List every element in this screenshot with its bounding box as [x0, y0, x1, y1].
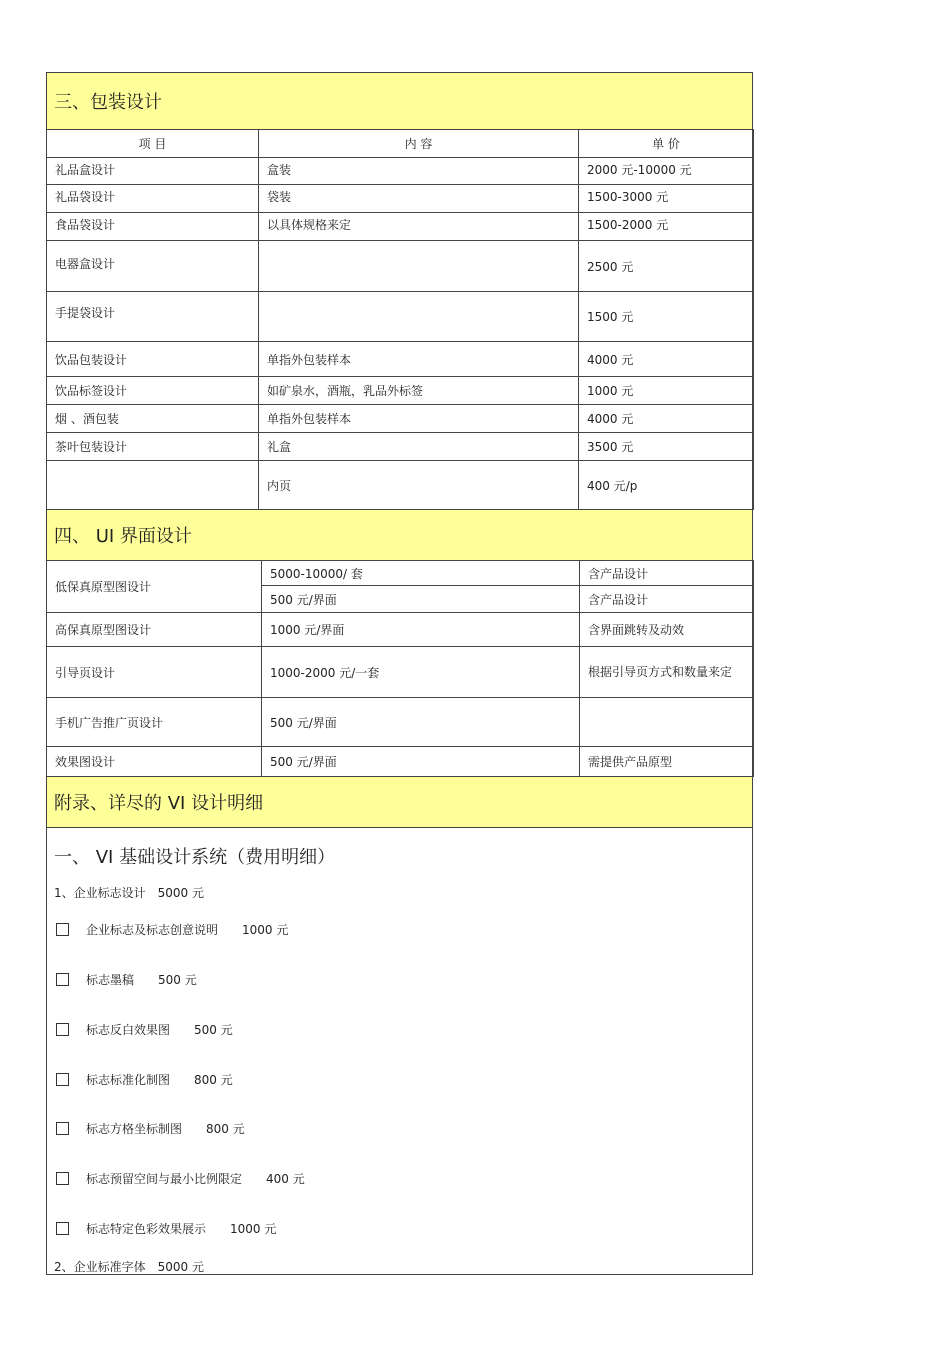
checkbox-icon[interactable] [56, 923, 69, 936]
row-price: 500 元/界面 [262, 586, 580, 613]
list-item [56, 971, 197, 988]
row-content: 如矿泉水，酒瓶，乳品外标签 [259, 377, 579, 405]
list-item [56, 921, 288, 938]
row-content: 单指外包装样本 [259, 405, 579, 433]
item-label: 标志墨稿 [86, 973, 135, 987]
group-title-font: 2、企业标准字体 5000 元 [54, 1260, 204, 1274]
item-price: 1000 元 [230, 1222, 277, 1236]
row-price: 1500-2000 元 [579, 213, 754, 241]
row-price: 1000-2000 元/一套 [262, 647, 580, 698]
row-content: 以具体规格来定 [259, 213, 579, 241]
row-item: 饮品标签设计 [47, 377, 259, 405]
row-item: 效果图设计 [47, 747, 262, 777]
header-content: 内 容 [259, 130, 579, 158]
row-item: 礼品袋设计 [47, 185, 259, 213]
row-item: 手提袋设计 [47, 292, 259, 342]
table-row [47, 158, 754, 185]
item-price: 800 元 [206, 1122, 245, 1136]
row-content: 礼盒 [259, 433, 579, 461]
item-price: 800 元 [194, 1073, 233, 1087]
row-content: 内页 [259, 461, 579, 510]
row-item: 引导页设计 [47, 647, 262, 698]
item-label: 标志方格坐标制图 [86, 1122, 183, 1136]
row-content [259, 241, 579, 292]
checkbox-icon[interactable] [56, 973, 69, 986]
header-item: 项 目 [47, 130, 259, 158]
row-item: 茶叶包装设计 [47, 433, 259, 461]
checkbox-icon[interactable] [56, 1073, 69, 1086]
row-price: 1500 元 [579, 292, 754, 342]
appendix-heading: 一、 VI 基础设计系统（费用明细） [54, 847, 336, 868]
row-item: 烟 、酒包装 [47, 405, 259, 433]
table-row [47, 433, 754, 461]
table-row [47, 747, 754, 777]
item-label: 标志预留空间与最小比例限定 [86, 1172, 243, 1186]
row-price: 4000 元 [579, 405, 754, 433]
row-item: 食品袋设计 [47, 213, 259, 241]
row-item: 电器盒设计 [47, 241, 259, 292]
section-header-appendix: 附录、详尽的 VI 设计明细 [47, 776, 752, 828]
row-price: 500 元/界面 [262, 747, 580, 777]
table-row [47, 377, 754, 405]
table-row [47, 647, 754, 698]
list-item [56, 1021, 233, 1038]
row-item: 手机广告推广页设计 [47, 698, 262, 747]
header-price: 单 价 [579, 130, 754, 158]
item-label: 标志标准化制图 [86, 1073, 171, 1087]
row-item [47, 461, 259, 510]
item-label: 企业标志及标志创意说明 [86, 923, 219, 937]
row-price: 5000-10000/ 套 [262, 561, 580, 586]
list-item [56, 1071, 233, 1088]
table-row [47, 405, 754, 433]
item-label: 标志反白效果图 [86, 1023, 171, 1037]
row-content: 袋装 [259, 185, 579, 213]
packaging-price-table [46, 129, 754, 510]
row-note: 根据引导页方式和数量来定 [580, 647, 754, 698]
table-row [47, 292, 754, 342]
item-price: 500 元 [158, 973, 197, 987]
row-price: 2500 元 [579, 241, 754, 292]
table-row [47, 561, 754, 586]
row-price: 1500-3000 元 [579, 185, 754, 213]
list-item [56, 1170, 305, 1187]
row-note [580, 698, 754, 747]
row-price: 1000 元/界面 [262, 613, 580, 647]
item-price: 400 元 [266, 1172, 305, 1186]
table-row [47, 185, 754, 213]
item-label: 标志特定色彩效果展示 [86, 1222, 207, 1236]
list-item [56, 1220, 276, 1237]
row-content [259, 292, 579, 342]
table-row [47, 613, 754, 647]
row-price: 500 元/界面 [262, 698, 580, 747]
checkbox-icon[interactable] [56, 1023, 69, 1036]
row-price: 400 元/p [579, 461, 754, 510]
row-note: 含产品设计 [580, 586, 754, 613]
row-note: 需提供产品原型 [580, 747, 754, 777]
item-price: 500 元 [194, 1023, 233, 1037]
row-price: 3500 元 [579, 433, 754, 461]
row-item: 礼品盒设计 [47, 158, 259, 185]
checkbox-icon[interactable] [56, 1122, 69, 1135]
row-note: 含产品设计 [580, 561, 754, 586]
row-content: 单指外包装样本 [259, 342, 579, 377]
checkbox-icon[interactable] [56, 1222, 69, 1235]
group-title-logo: 1、企业标志设计 5000 元 [54, 886, 204, 900]
row-price: 1000 元 [579, 377, 754, 405]
table-row [47, 213, 754, 241]
list-item [56, 1120, 245, 1137]
section-header-packaging: 三、包装设计 [47, 73, 752, 130]
table-row [47, 342, 754, 377]
table-row [47, 698, 754, 747]
item-price: 1000 元 [242, 923, 289, 937]
document-page [46, 72, 753, 1275]
table-row [47, 461, 754, 510]
row-item: 饮品包装设计 [47, 342, 259, 377]
row-price: 2000 元-10000 元 [579, 158, 754, 185]
row-item: 高保真原型图设计 [47, 613, 262, 647]
section-header-ui: 四、 UI 界面设计 [47, 509, 752, 561]
row-note: 含界面跳转及动效 [580, 613, 754, 647]
row-content: 盒装 [259, 158, 579, 185]
ui-price-table [46, 560, 754, 777]
table-row [47, 241, 754, 292]
checkbox-icon[interactable] [56, 1172, 69, 1185]
row-item: 低保真原型图设计 [47, 561, 262, 613]
row-price: 4000 元 [579, 342, 754, 377]
